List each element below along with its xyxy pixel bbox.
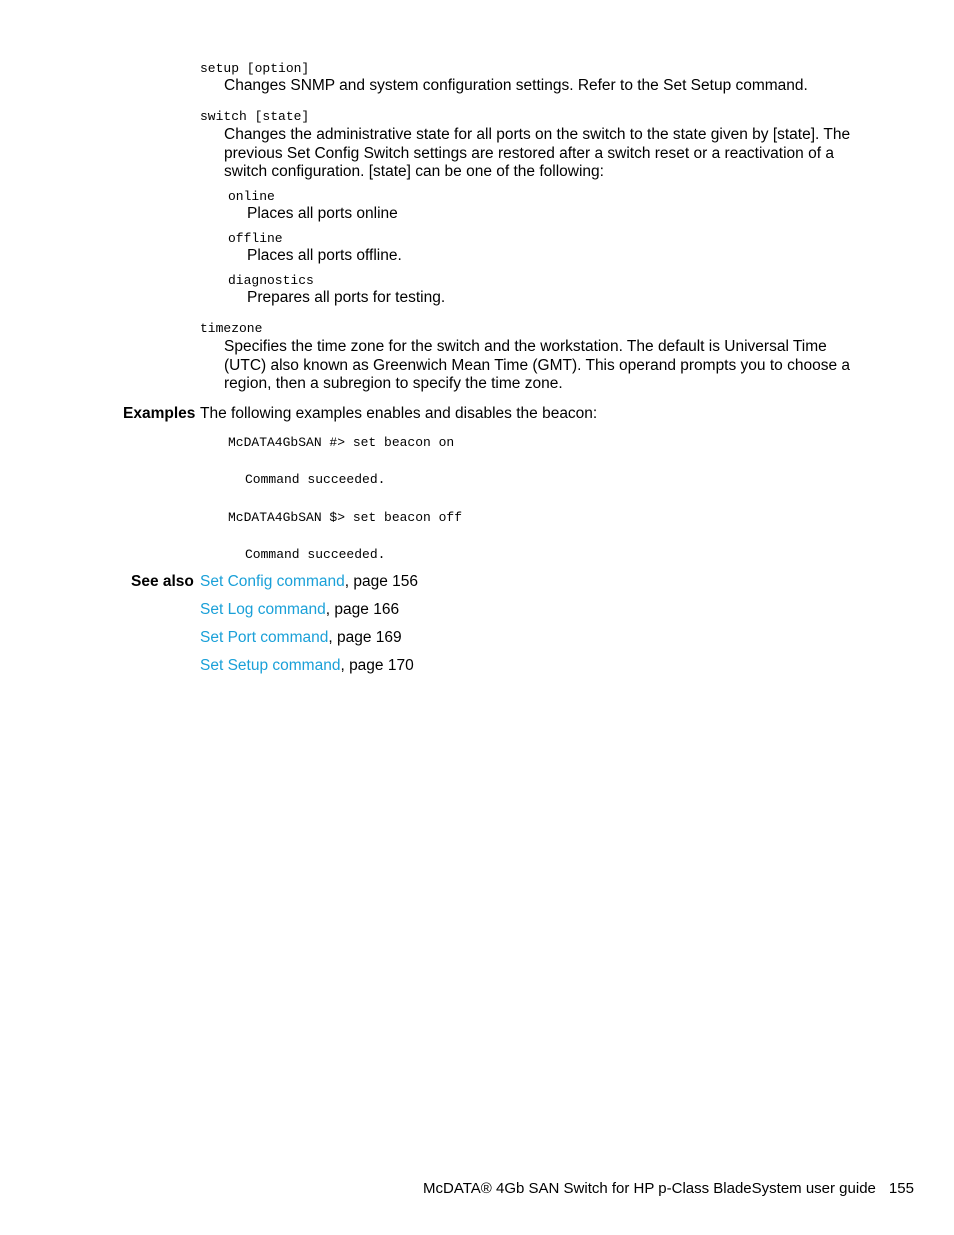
see-also-item bbox=[200, 657, 414, 676]
page-reference: , page 166 bbox=[325, 601, 400, 618]
see-also-label: See also bbox=[131, 573, 194, 590]
switch-state-description: Changes the administrative state for all ports on the switch to the state given by [state]. The previous Set Config Switch settings are restored after a switch reset or a reactivation of a switch configuration. [state] can be one of the following: bbox=[224, 126, 851, 180]
code-line: McDATA4GbSAN #> set beacon on bbox=[228, 435, 455, 450]
setup-option-term: setup [option] bbox=[200, 61, 310, 76]
see-also-item bbox=[200, 629, 402, 648]
code-line: Command succeeded. bbox=[245, 547, 386, 562]
state-diagnostics-description: Prepares all ports for testing. bbox=[247, 289, 446, 306]
page-reference: , page 169 bbox=[328, 629, 402, 646]
page-footer bbox=[423, 1180, 914, 1197]
timezone-description: Specifies the time zone for the switch and the workstation. The default is Universal Time (UTC) also known as Greenwich Mean Time (GMT). This operand prompts you to choose a region, then a subregion to specify the time zone. bbox=[224, 338, 850, 392]
code-line: Command succeeded. bbox=[245, 472, 386, 487]
setup-option-description: Changes SNMP and system configuration settings. Refer to the Set Setup command. bbox=[224, 77, 808, 94]
page-reference: , page 170 bbox=[340, 657, 414, 674]
see-also-item bbox=[200, 601, 399, 620]
set-port-command-link[interactable]: Set Port command bbox=[200, 629, 329, 646]
set-log-command-link[interactable]: Set Log command bbox=[200, 601, 326, 618]
page-number: 155 bbox=[888, 1180, 914, 1197]
state-online-term: online bbox=[228, 189, 275, 204]
switch-state-term: switch [state] bbox=[200, 109, 310, 124]
set-config-command-link[interactable]: Set Config command bbox=[200, 573, 345, 590]
state-offline-term: offline bbox=[228, 231, 283, 246]
state-diagnostics-term: diagnostics bbox=[228, 273, 314, 288]
timezone-term: timezone bbox=[200, 321, 263, 336]
see-also-item bbox=[200, 573, 418, 592]
examples-label: Examples bbox=[123, 405, 196, 422]
page-reference: , page 156 bbox=[344, 573, 419, 590]
set-setup-command-link[interactable]: Set Setup command bbox=[200, 657, 341, 674]
code-line: McDATA4GbSAN $> set beacon off bbox=[228, 510, 463, 525]
state-offline-description: Places all ports offline. bbox=[247, 247, 402, 264]
footer-title: McDATA® 4Gb SAN Switch for HP p-Class BladeSystem user guide bbox=[423, 1180, 876, 1197]
state-online-description: Places all ports online bbox=[247, 205, 398, 222]
examples-intro: The following examples enables and disables the beacon: bbox=[200, 405, 598, 422]
